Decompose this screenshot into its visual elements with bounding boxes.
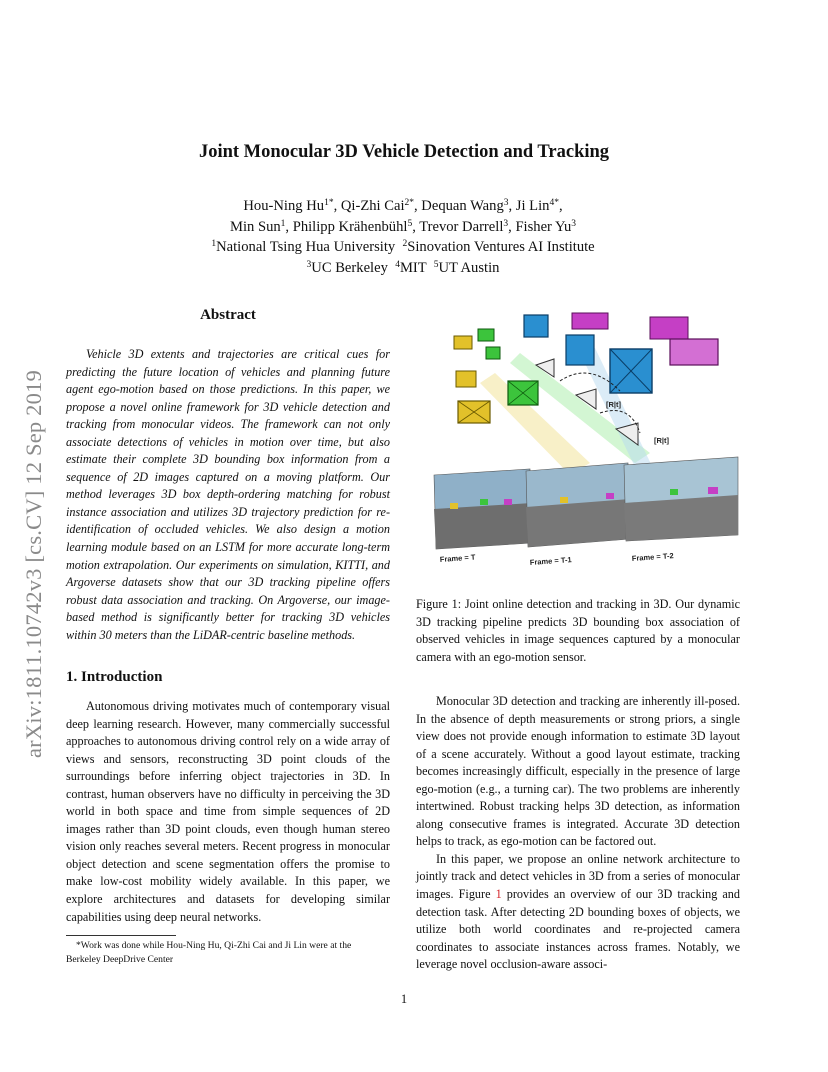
affiliation-line-2: $^3$UC Berkeley $^4$MIT $^5$UT Austin [306,259,500,276]
rt-label-1: [R|t] [606,400,622,409]
footnote-line-2: Berkeley DeepDrive Center [66,954,174,965]
introduction-body [66,698,390,926]
yellow-vehicle-boxes [454,336,490,423]
author-block [100,196,706,278]
right-paragraph-2 [416,851,740,974]
paragraph2-text-a: In this paper, we propose an online network architecture to jointly track and detect vehicles in 3D from a series of monocular images. Figure [416,851,740,902]
author-line-2: Min Sun$^1$, Philipp Krähenbühl$^5$, Trevor Darrell$^3$, Fisher Yu$^3$ [229,218,576,235]
abstract-heading: Abstract [200,307,256,323]
figure-1-caption: Figure 1: Joint online detection and tracking in 3D. Our dynamic 3D tracking pipeline predicts 3D bounding box association of observed vehicles in image sequences captured by a monocular camera with an ego-motion sensor. [416,597,740,664]
frame-label-t-1: Frame = T-1 [529,555,572,567]
page-number: 1 [400,992,408,1006]
footnote [66,939,390,967]
figure-reference-link[interactable]: 1 [495,887,502,902]
paper-title: Joint Monocular 3D Vehicle Detection and Tracking [198,142,610,162]
right-column-body [416,693,740,974]
arxiv-identifier: arXiv:1811.10742v3 [cs.CV] 12 Sep 2019 [21,370,46,758]
rt-label-2: [R|t] [654,436,670,445]
author-line-1: Hou-Ning $Hu^{1*}$, Qi-Zhi Cai$^{2*}$, Dequan Wang$^3$, Ji Lin$^{4*}$, [243,198,563,214]
frame-label-t: Frame = T [439,552,476,564]
right-paragraph-1: Monocular 3D detection and tracking are inherently ill-posed. In the absence of depth measurements or strong priors, a single view does not provide enough information to estimate 3D layout of a scene accurately. Without a good layout estimate, tracking becomes increasingly difficult, especially in the presence of large ego-motion (e.g., a turning car). The two problems are inherently intertwined. Robust tracking helps 3D detection, as information along consecutive frames is integrated. Accurate 3D detection helps to track, as ego-motion can be factored out. [416,694,740,849]
frame-label-t-2: Frame = T-2 [631,551,674,563]
figure-1-illustration [420,303,740,581]
footnote-rule [66,935,176,936]
footnote-line-1: *Work was done while Hou-Ning Hu, Qi-Zhi Cai and Ji Lin were at the [76,940,352,951]
intro-paragraph: Autonomous driving motivates much of contemporary visual deep learning research. However, many commercially successful approaches to autonomous driving control rely on a wide array of views and sensors, reconstructing 3D point clouds of the surroundings before inferring object trajectories in 3D. In contrast, human observers have no difficulty in perceiving the 3D world in both space and time from simple sequences of 2D images rather than 3D point clouds, even though human stereo vision only reaches several meters. Recent progress in monocular object detection and scene segmentation offers the promise to make low-cost mobility widely available. In this paper, we explore architectures and datasets for developing similar capabilities using deep neural networks. [66,699,390,924]
frame-thumbnails [434,457,738,549]
abstract-text: Vehicle 3D extents and trajectories are critical cues for predicting the future location of vehicles and planning future agent ego-motion based on those predictions. In this paper, we propose a novel online framework for 3D vehicle detection and tracking from monocular videos. The framework can not only associate detections of vehicles in motion over time, but also estimate their complete 3D bounding box information from a sequence of 2D images captured on a moving platform. Our method leverages 3D box depth-ordering matching for robust instance association and utilizes 3D trajectory prediction for re-identification of occluded vehicles. We also design a motion learning module based on an LSTM for more accurate long-term motion extrapolation. Our experiments on simulation, KITTI, and Argoverse datasets show that our 3D tracking pipeline offers robust data association and tracking. On Argoverse, our image-based method is significantly better for tracking 3D vehicles within 30 meters than the LiDAR-centric baseline methods. [66,347,390,642]
affiliation-line-1: $^1$National Tsing Hua University $^2$Sinovation Ventures AI Institute [211,239,595,255]
paragraph2-text-b: provides an overview of our 3D tracking and detection task. After detecting 2D bounding boxes of objects, we utilize both world coordinates and re-projected camera coordinates to associate instances across frames. Notably, we leverage novel occlusion-aware associ- [416,887,740,972]
introduction-heading: 1. Introduction [66,669,163,685]
figure-1 [420,303,740,581]
